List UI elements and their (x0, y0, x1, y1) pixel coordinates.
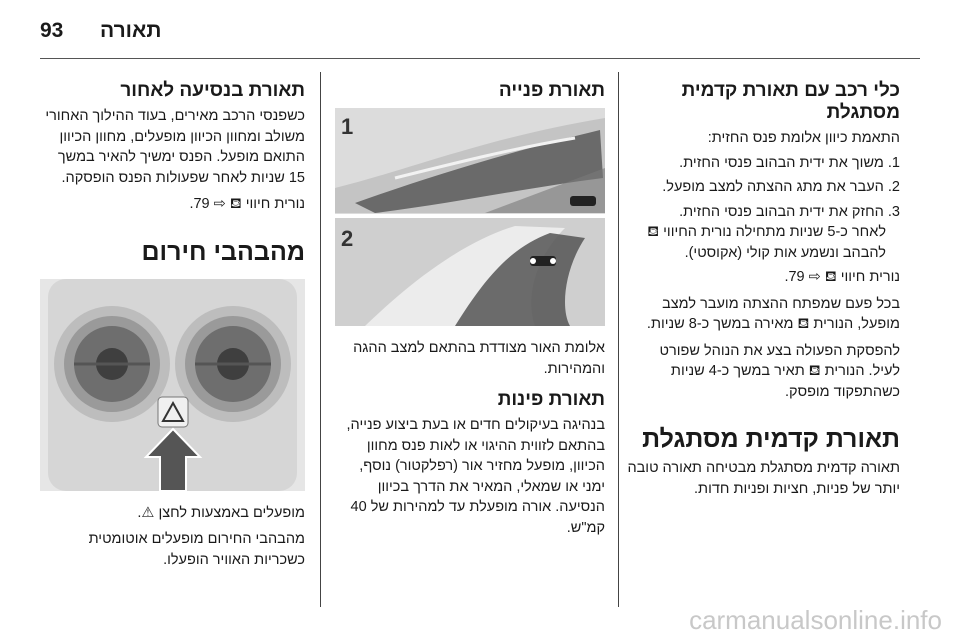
section-heading-corner-light: תאורת פינות (497, 389, 605, 410)
page-header-title: תאורה (100, 19, 162, 42)
step-extra-text: לאחר כ-5 שניות מתחילה נורית החיווי ⛾ להבהב ונשמע אות קולי (אקוסטי). (647, 224, 886, 261)
section-heading-hazard: מהבהבי חירום (141, 237, 305, 266)
watermark-text: carmanualsonline.info (689, 605, 942, 635)
paragraph-ignition: בכל פעם שמפתח ההצתה מועבר למצב מופעל, הנורית ⛾ מאירה במשך כ-8 שניות. (646, 295, 900, 332)
paragraph-corner-light: בנהיגה בעיקולים חדים או בעת ביצוע פנייה, בהתאם לזווית ההיגוי או לאות פנס מחוון הכיוון, מופעל מחזיר אור (רפלקטור) נוסף, ימני או שמאלי, המאיר את הדרך בכיוון הנסיעה. אורה מופעלת עד למהירות של 40 קמ"ש. (346, 417, 605, 536)
paragraph-deactivate: להפסקת הפעולה בצע את הנוהל שפורט לעיל. הנורית ⛾ תאיר במשך כ-4 שניות כשהתפקוד מופסק. (659, 342, 900, 400)
list-item (625, 153, 900, 174)
section-heading-reverse: תאורת בנסיעה לאחור (120, 80, 305, 101)
column-adaptive-headlights (625, 80, 900, 499)
figure-label-2: 2 (341, 226, 354, 251)
hazard-button-illustration (40, 279, 305, 491)
indicator-reference: נורית חיווי ⛾ ⇨ 79. (784, 269, 900, 285)
column-divider-right (618, 72, 619, 607)
section-heading-turn-light: תאורת פנייה (498, 80, 605, 101)
column-reverse-light (40, 80, 305, 570)
step-text: החזק את ידית הבהוב פנסי החזית. (679, 203, 884, 220)
turn-light-diagram (335, 108, 605, 326)
header-rule (40, 58, 920, 59)
step-number: 2. (887, 179, 900, 195)
list-item (625, 202, 900, 264)
step-text: העבר את מתג ההצתה למצב מופעל. (662, 179, 884, 195)
step-number: 1. (887, 154, 900, 171)
section-heading-adaptive: כלי רכב עם תאורת קדמית מסתגלת (681, 80, 900, 123)
indicator-reference: נורית חיווי ⛾ ⇨ 79. (189, 196, 305, 212)
step-number: 3. (887, 203, 900, 220)
step-text: משוך את ידית הבהוב פנסי החזית. (679, 154, 884, 171)
paragraph-reverse: כשפנסי הרכב מאירים, בעוד ההילוך האחורי משולב ומחוון הכיוון מופעלים, מחוון הכיוון התואם מופעל. הפנס ימשיך להאיר במשך 15 שניות לאחר שפעולות הפנס הופסקה. (45, 108, 305, 186)
turn-light-illustration (335, 108, 605, 326)
figure-label-1: 1 (341, 114, 354, 139)
intro-text: התאמת כיוון אלומת פנס החזית: (707, 130, 900, 146)
hazard-dashboard-diagram (40, 279, 305, 491)
figure-caption: אלומת האור מצודדת בהתאם למצב ההגה והמהירות. (353, 340, 605, 377)
steps-list (625, 153, 900, 264)
paragraph-hazard-button: מופעלים באמצעות לחצן ⚠. (137, 504, 305, 521)
paragraph-hazard-auto: מהבהבי החירום מופעלים אוטומטית כשכריות האוויר הופעלו. (88, 531, 305, 568)
column-cornering-light (335, 80, 605, 538)
section-heading-adaptive-front: תאורת קדמית מסתגלת (642, 425, 900, 453)
page-number: 93 (40, 19, 64, 42)
list-item (625, 177, 900, 198)
paragraph-adaptive-description: תאורה קדמית מסתגלת מבטיחה תאורה טובה יותר של פניות, חציות ופניות חדות. (627, 460, 900, 497)
column-divider-left (320, 72, 321, 607)
